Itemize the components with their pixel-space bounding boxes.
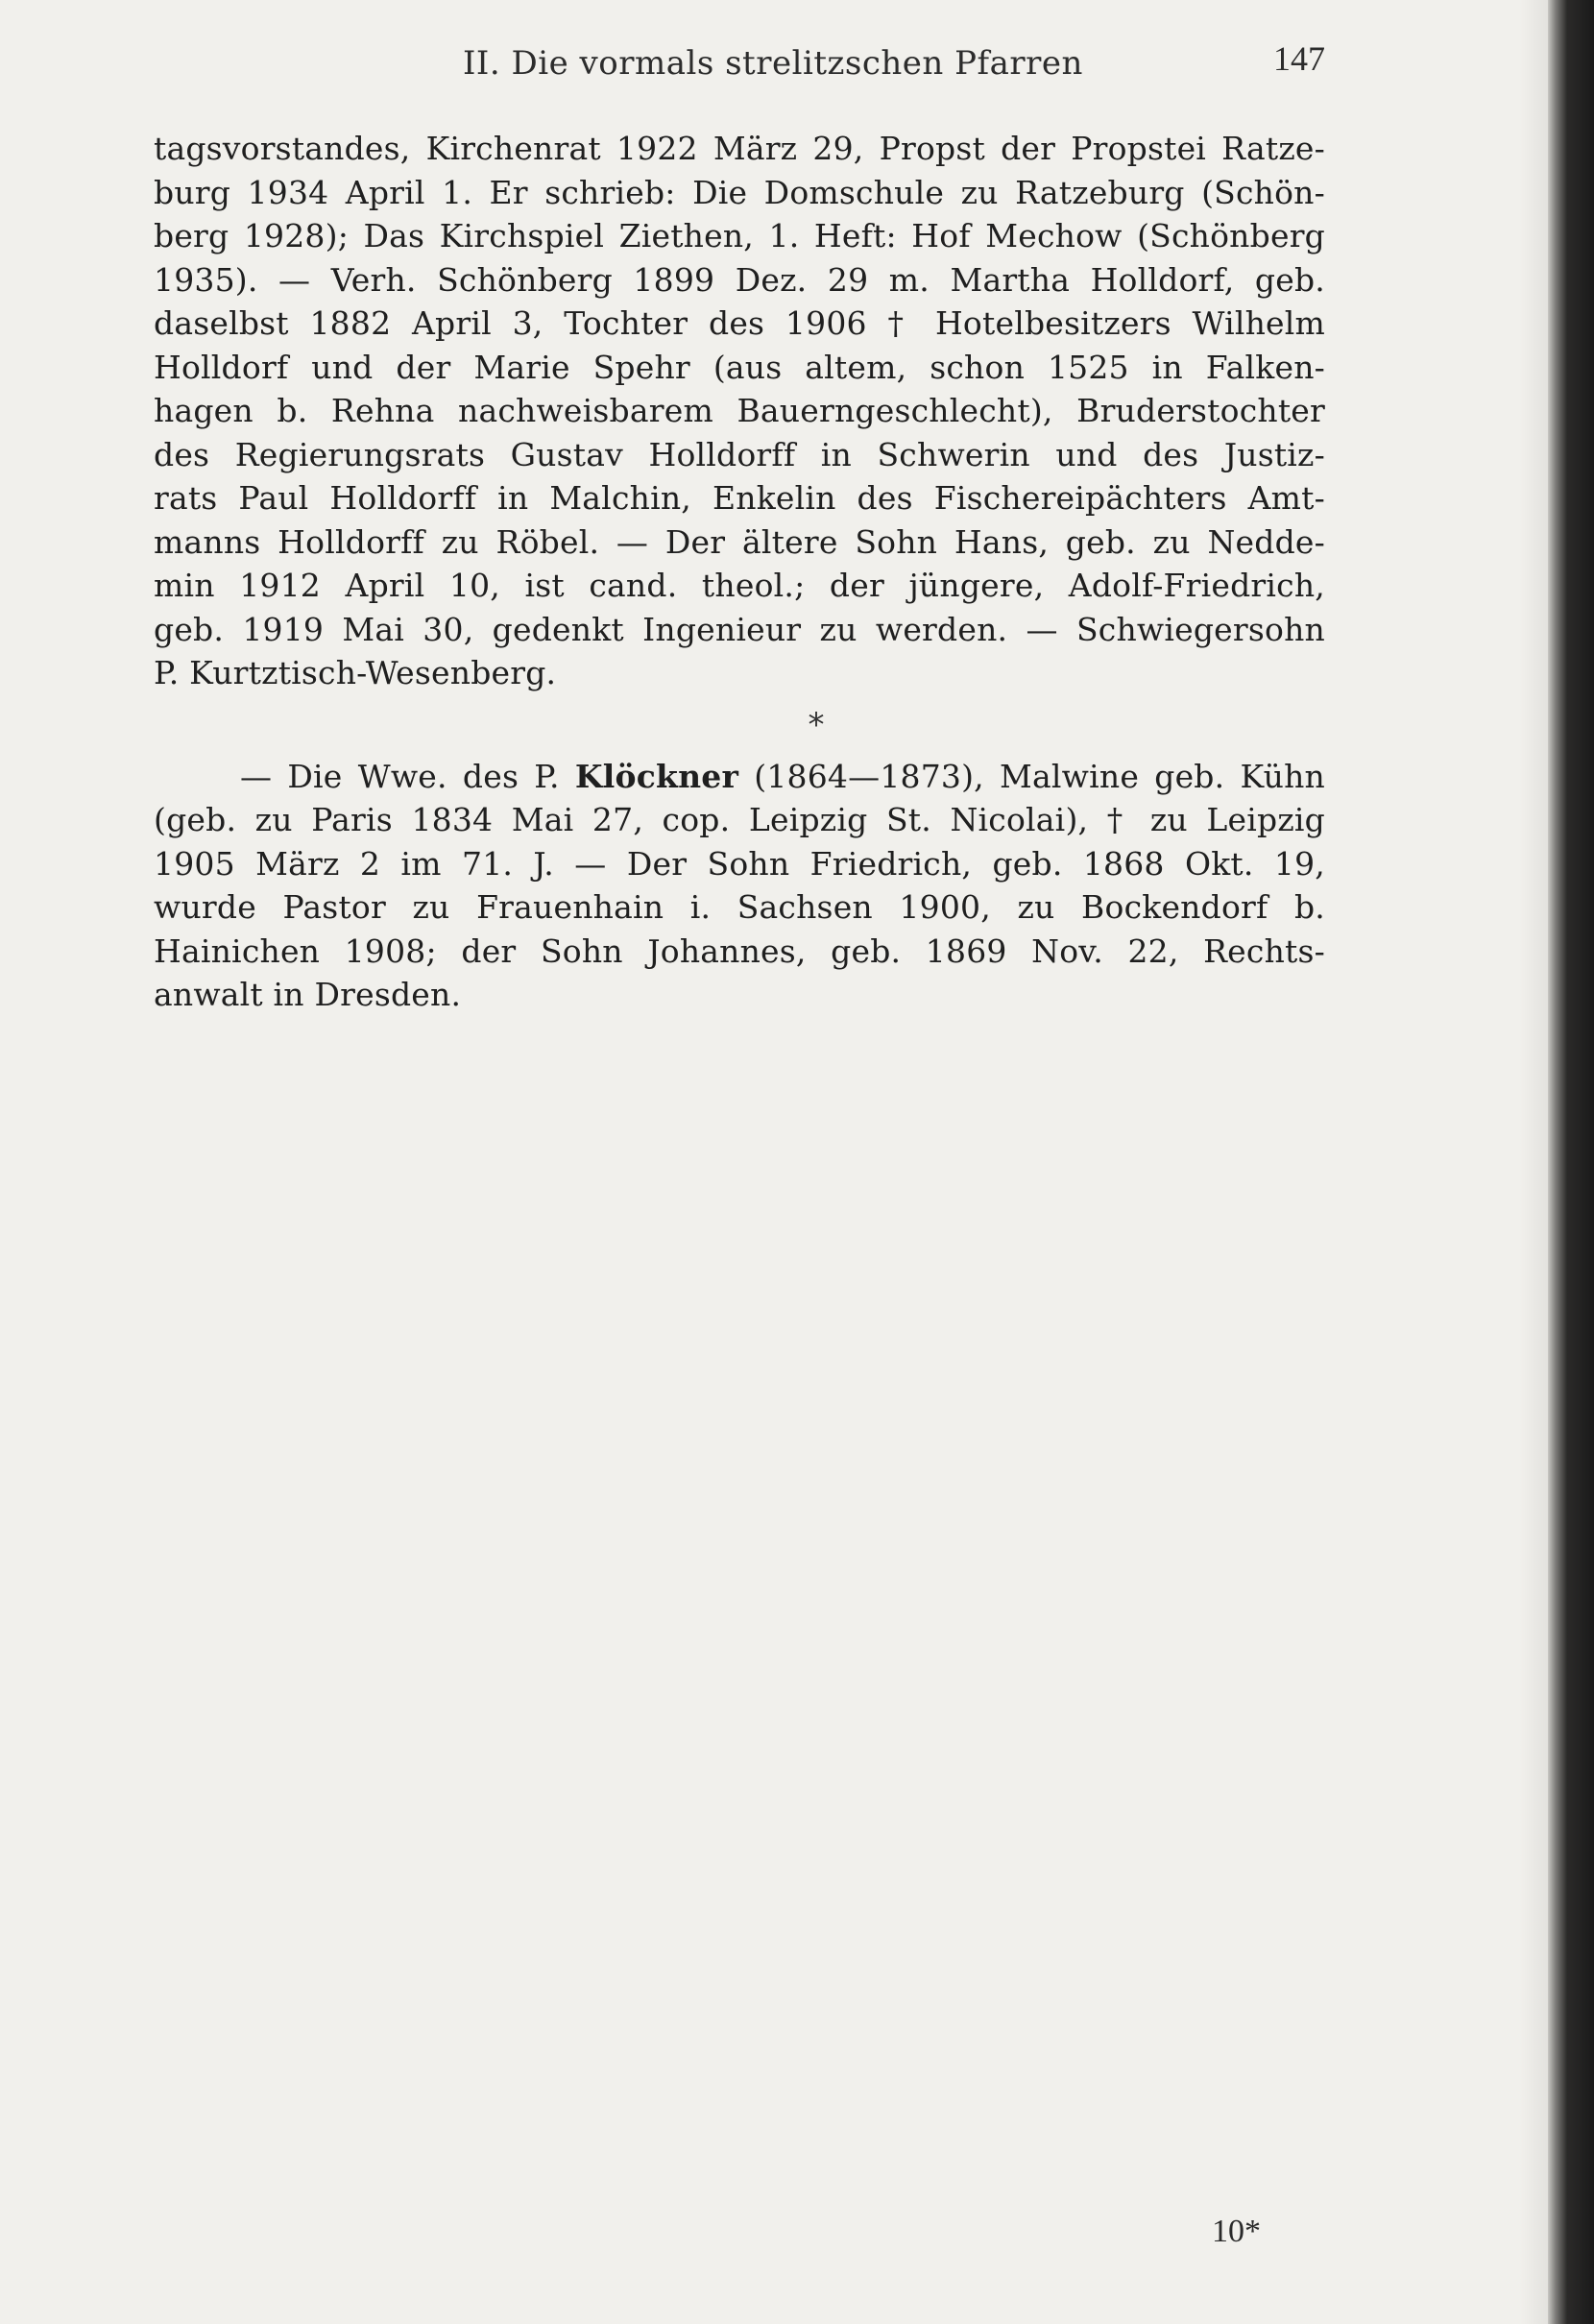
text-line: 1905 März 2 im 71. J. — Der Sohn Friedrich, geb. 1868 Okt. 19, [154,844,1325,883]
running-title: II. Die vormals strelitzschen Pfarren [463,44,1083,83]
text-line: burg 1934 April 1. Er schrieb: Die Domschule zu Ratzeburg (Schön- [154,173,1325,211]
page-edge [1548,0,1594,2324]
text-line: Holldorf und der Marie Spehr (aus altem, schon 1525 in Falken- [154,348,1325,386]
text-line: rats Paul Holldorff in Malchin, Enkelin des Fischereipächters Amt- [154,479,1325,517]
text-line: wurde Pastor zu Frauenhain i. Sachsen 1900, zu Bockendorf b. [154,888,1325,926]
text-run: (1864—1873), Malwine geb. Kühn [738,757,1325,795]
text-line: tagsvorstandes, Kirchenrat 1922 März 29, Propst der Propstei Ratze- [154,130,1325,167]
text-line: des Regierungsrats Gustav Holldorff in Schwerin und des Justiz- [154,435,1325,473]
text-line: hagen b. Rehna nachweisbarem Bauerngeschlecht), Bruderstochter [154,392,1325,429]
text-line: berg 1928); Das Kirchspiel Ziethen, 1. Heft: Hof Mechow (Schönberg [154,217,1325,254]
page-shadow [1519,0,1548,2324]
text-line: 1935). — Verh. Schönberg 1899 Dez. 29 m. Martha Holldorf, geb. [154,260,1325,299]
page-number: 147 [1273,39,1325,78]
text-line: manns Holldorff zu Röbel. — Der ältere Sohn Hans, geb. zu Nedde- [154,522,1325,561]
text-block [154,127,1325,1017]
text-line: min 1912 April 10, ist cand. theol.; der jüngere, Adolf-Friedrich, [154,567,1325,604]
text-line: anwalt in Dresden. [154,976,462,1013]
text-run: — Die Wwe. des P. [240,757,575,795]
text-line: (geb. zu Paris 1834 Mai 27, cop. Leipzig St. Nicolai), † zu Leipzig [154,801,1325,838]
text-line: daselbst 1882 April 3, Tochter des 1906 † Hotelbesitzers Wilhelm [154,304,1325,342]
section-separator: * [808,705,825,744]
paragraph-2 [154,755,1325,1017]
text-line: P. Kurtztisch-Wesenberg. [154,654,557,691]
emphasized-name: Klöckner [574,757,739,795]
text-line: Hainichen 1908; der Sohn Johannes, geb. 1869 Nov. 22, Rechts- [154,932,1325,970]
signature-mark: 10* [1212,2214,1261,2249]
running-head [154,38,1325,96]
text-line-first [154,755,1325,799]
paragraph-1 [154,127,1325,695]
text-line: geb. 1919 Mai 30, gedenkt Ingenieur zu werden. — Schwiegersohn [154,610,1325,648]
